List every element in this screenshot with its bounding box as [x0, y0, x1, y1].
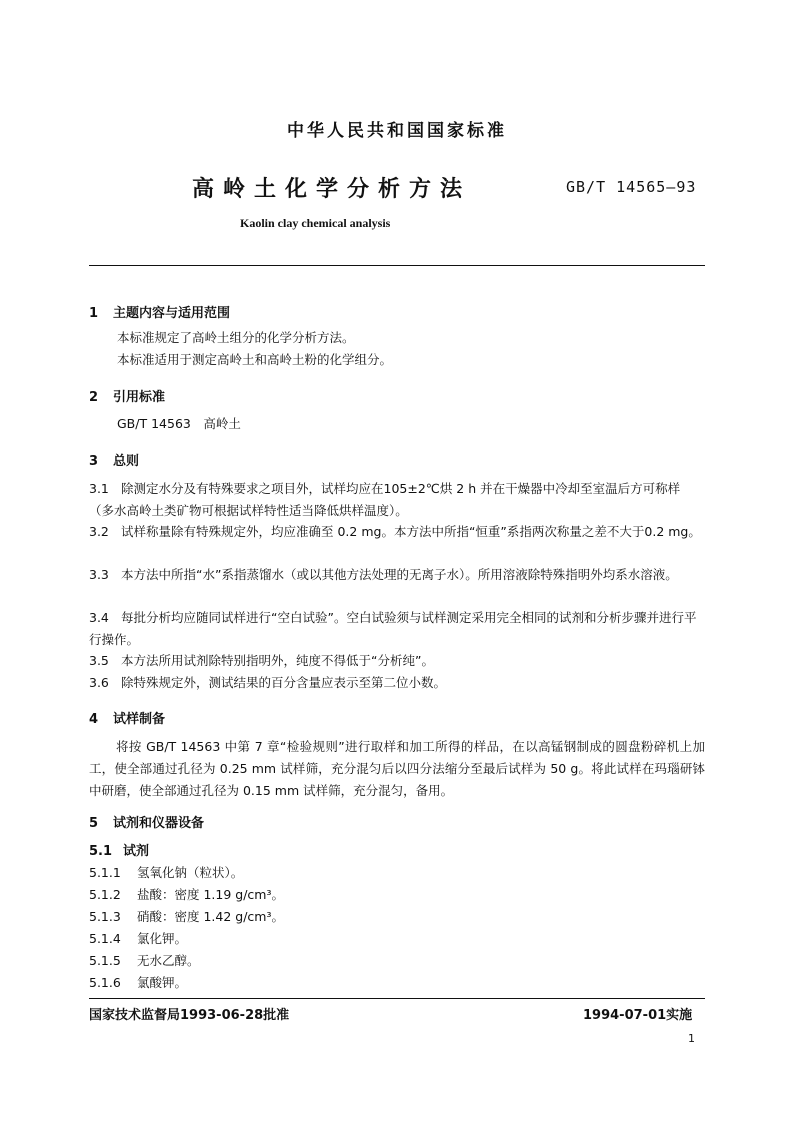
reagent-text: 无水乙醇。: [137, 953, 200, 968]
clause-label: 3.6: [89, 675, 109, 690]
header-divider: [89, 265, 705, 266]
section-heading-4: [89, 708, 165, 727]
reagent-text: 硝酸：密度 1.42 g/cm³。: [137, 909, 284, 924]
paragraph: 本标准适用于测定高岭土和高岭土粉的化学组分。: [117, 352, 393, 367]
paragraph: 本标准规定了高岭土组分的化学分析方法。: [117, 330, 355, 345]
national-standard-heading: 中华人民共和国国家标准: [287, 121, 507, 141]
subsection-title: 试剂: [123, 844, 150, 859]
clause-item: [89, 564, 705, 586]
section-number: 3: [89, 454, 99, 469]
footer-divider: [89, 998, 705, 999]
section-title: 试样制备: [113, 712, 166, 727]
implementation-date: 1994-07-01实施: [583, 1008, 693, 1023]
clause-item: [89, 672, 705, 694]
reagent-item: [89, 863, 243, 881]
page-number: 1: [688, 1032, 695, 1045]
reagent-label: 5.1.5: [89, 953, 121, 968]
reference-standard: GB/T 14563 高岭土: [117, 416, 241, 431]
section-title: 试剂和仪器设备: [113, 816, 205, 831]
section-title: 主题内容与适用范围: [113, 306, 231, 321]
section-title: 总则: [113, 454, 140, 469]
clause-text: 试样称量除有特殊规定外，均应准确至 0.2 mg。本方法中所指“恒重”系指两次称量之差不大于0.2 mg。: [121, 524, 701, 539]
reagent-item: [89, 885, 284, 903]
reagent-text: 氯化钾。: [137, 931, 188, 946]
document-title: 高岭土化学分析方法: [192, 177, 472, 202]
section-number: 4: [89, 712, 99, 727]
reagent-item: [89, 907, 284, 925]
clause-label: 3.1: [89, 481, 109, 496]
clause-item: [89, 478, 705, 522]
reagent-label: 5.1.3: [89, 909, 121, 924]
clause-label: 3.2: [89, 524, 109, 539]
reagent-label: 5.1.6: [89, 975, 121, 990]
clause-label: 3.5: [89, 653, 109, 668]
reagent-text: 盐酸：密度 1.19 g/cm³。: [137, 887, 284, 902]
reagent-item: [89, 973, 187, 991]
section-heading-3: [89, 450, 139, 469]
paragraph: 将按 GB/T 14563 中第 7 章“检验规则”进行取样和加工所得的样品，在以高锰钢制成的圆盘粉碎机上加工，使全部通过孔径为 0.25 mm 试样筛，充分混匀后以四分法缩分至最后试样为 50 g。将此试样在玛瑙研钵中研磨，使全部通过孔径为 0.15 mm 试样筛，充分混匀，备用。: [89, 739, 705, 798]
reagent-text: 氢氧化钠（粒状）。: [137, 865, 244, 880]
section-number: 2: [89, 390, 99, 405]
section-title: 引用标准: [113, 390, 166, 405]
clause-item: [89, 607, 705, 651]
clause-text: 除测定水分及有特殊要求之项目外，试样均应在105±2℃烘 2 h 并在干燥器中冷却至室温后方可称样（多水高岭土类矿物可根据试样特性适当降低烘样温度）。: [89, 481, 681, 518]
approval-info: 国家技术监督局1993-06-28批准: [89, 1008, 290, 1023]
clause-text: 本方法所用试剂除特别指明外，纯度不得低于“分析纯”。: [121, 653, 434, 668]
clause-text: 本方法中所指“水”系指蒸馏水（或以其他方法处理的无离子水）。所用溶液除特殊指明外均系水溶液。: [121, 567, 678, 582]
reagent-label: 5.1.1: [89, 865, 121, 880]
section-number: 5: [89, 816, 99, 831]
english-title: Kaolin clay chemical analysis: [240, 216, 391, 230]
reagent-label: 5.1.2: [89, 887, 121, 902]
clause-label: 3.4: [89, 610, 109, 625]
section-heading-2: [89, 386, 165, 405]
clause-text: 每批分析均应随同试样进行“空白试验”。空白试验须与试样测定采用完全相同的试剂和分析步骤并进行平行操作。: [89, 610, 697, 647]
section-number: 1: [89, 306, 99, 321]
subsection-number: 5.1: [89, 844, 113, 859]
standard-number: GB/T 14565—93: [566, 178, 697, 196]
reagent-item: [89, 951, 200, 969]
clause-item: [89, 521, 705, 543]
subsection-heading: [89, 840, 149, 859]
section-heading-5: [89, 812, 204, 831]
reagent-label: 5.1.4: [89, 931, 121, 946]
reagent-item: [89, 929, 187, 947]
clause-item: [89, 650, 705, 672]
clause-label: 3.3: [89, 567, 109, 582]
section-heading-1: [89, 302, 230, 321]
reagent-text: 氯酸钾。: [137, 975, 188, 990]
clause-text: 除特殊规定外，测试结果的百分含量应表示至第二位小数。: [121, 675, 447, 690]
